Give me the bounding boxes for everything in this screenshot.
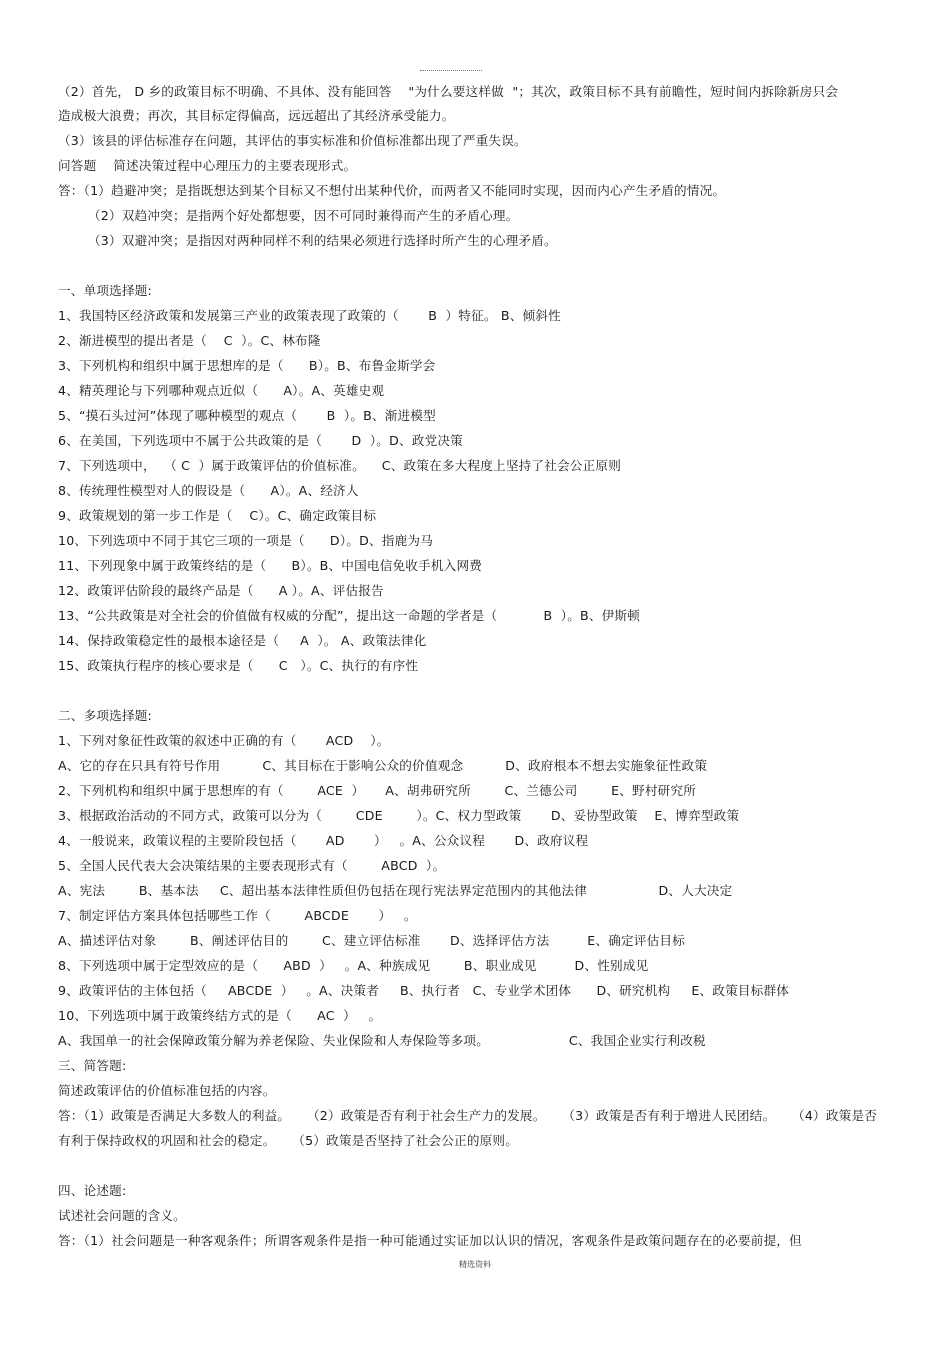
options-line: A、描述评估对象 B、阐述评估目的 C、建立评估标准 D、选择评估方法 E、确定评估目标: [58, 933, 685, 948]
question-item: 10、下列选项中不同于其它三项的一项是（ D）。D、指鹿为马: [58, 533, 433, 548]
header-dotted-rule: [420, 70, 482, 71]
section-heading-single-choice: 一、单项选择题:: [58, 283, 152, 298]
text-line: 造成极大浪费；再次，其目标定得偏高，远远超出了其经济承受能力。: [58, 108, 455, 123]
question-item: 5、全国人民代表大会决策结果的主要表现形式有（ ABCD ）。: [58, 858, 446, 873]
answer-line: 答：（1）政策是否满足大多数人的利益。 （2）政策是否有利于社会生产力的发展。 （3）政策是否有利于增进人民团结。 （4）政策是否: [58, 1108, 878, 1123]
section-heading-short-answer: 三、简答题:: [58, 1058, 127, 1073]
question-item: 12、政策评估阶段的最终产品是（ A ）。A、评估报告: [58, 583, 384, 598]
question-item: 7、下列选项中， （ C ）属于政策评估的价值标准。 C、政策在多大程度上坚持了社会公正原则: [58, 458, 621, 473]
answer-line: 有利于保持政权的巩固和社会的稳定。 （5）政策是否坚持了社会公正的原则。: [58, 1133, 519, 1148]
question-item: 8、传统理性模型对人的假设是（ A）。A、经济人: [58, 483, 359, 498]
question-item: 10、下列选项中属于政策终结方式的是（ AC ） 。: [58, 1008, 382, 1023]
question-item: 3、下列机构和组织中属于思想库的是（ B）。B、布鲁金斯学会: [58, 358, 436, 373]
question-heading: 试述社会问题的含义。: [58, 1208, 186, 1223]
options-line: A、宪法 B、基本法 C、超出基本法律性质但仍包括在现行宪法界定范围内的其他法律 D、人大决定: [58, 883, 733, 898]
question-item: 14、保持政策稳定性的最根本途径是（ A ）。 A、政策法律化: [58, 633, 427, 648]
section-heading-essay: 四、论述题:: [58, 1183, 127, 1198]
question-item: 15、政策执行程序的核心要求是（ C ）。C、执行的有序性: [58, 658, 419, 673]
text-line: （3）该县的评估标准存在问题，其评估的事实标准和价值标准都出现了严重失误。: [58, 133, 527, 148]
question-item: 7、制定评估方案具体包括哪些工作（ ABCDE ） 。: [58, 908, 417, 923]
answer-line: 答：（1）社会问题是一种客观条件；所谓客观条件是指一种可能通过实证加以认识的情况，客观条件是政策问题存在的必要前提，但: [58, 1233, 802, 1248]
question-item: 2、渐进模型的提出者是（ C ）。C、林布隆: [58, 333, 321, 348]
answer-line: 答：（1）趋避冲突；是指既想达到某个目标又不想付出某种代价，而两者又不能同时实现，因而内心产生矛盾的情况。: [58, 183, 726, 198]
question-heading: 问答题 简述决策过程中心理压力的主要表现形式。: [58, 158, 357, 173]
question-item: 3、根据政治活动的不同方式，政策可以分为（ CDE ）。C、权力型政策 D、妥协型政策 E、博弈型政策: [58, 808, 740, 823]
question-item: 9、政策评估的主体包括（ ABCDE ） 。A、决策者 B、执行者 C、专业学术团体 D、研究机构 E、政策目标群体: [58, 983, 790, 998]
options-line: A、我国单一的社会保障政策分解为养老保险、失业保险和人寿保险等多项。 C、我国企业实行利改税: [58, 1033, 706, 1048]
question-item: 5、“摸石头过河”体现了哪种模型的观点（ B ）。B、渐进模型: [58, 408, 436, 423]
page-footer: 精选资料: [459, 1260, 491, 1269]
question-item: 1、下列对象征性政策的叙述中正确的有（ ACD ）。: [58, 733, 390, 748]
question-item: 1、我国特区经济政策和发展第三产业的政策表现了政策的（ B ）特征。 B、倾斜性: [58, 308, 561, 323]
question-heading: 简述政策评估的价值标准包括的内容。: [58, 1083, 276, 1098]
options-line: A、它的存在只具有符号作用 C、其目标在于影响公众的价值观念 D、政府根本不想去实施象征性政策: [58, 758, 708, 773]
answer-line: （3）双避冲突；是指因对两种同样不利的结果必须进行选择时所产生的心理矛盾。: [88, 233, 557, 248]
question-item: 13、“公共政策是对全社会的价值做有权威的分配”，提出这一命题的学者是（ B ）。B、伊斯顿: [58, 608, 641, 623]
question-item: 4、精英理论与下列哪种观点近似（ A）。A、英雄史观: [58, 383, 385, 398]
question-item: 4、一般说来，政策议程的主要阶段包括（ AD ） 。A、公众议程 D、政府议程: [58, 833, 589, 848]
question-item: 2、下列机构和组织中属于思想库的有（ ACE ） A、胡弗研究所 C、兰德公司 E、野村研究所: [58, 783, 697, 798]
answer-line: （2）双趋冲突；是指两个好处都想要，因不可同时兼得而产生的矛盾心理。: [88, 208, 519, 223]
question-item: 9、政策规划的第一步工作是（ C）。C、确定政策目标: [58, 508, 377, 523]
text-line: （2）首先， D 乡的政策目标不明确、不具体、没有能回答 "为什么要这样做 "；其次，政策目标不具有前瞻性，短时间内拆除新房只会: [58, 84, 839, 99]
question-item: 8、下列选项中属于定型效应的是（ ABD ） 。A、种族成见 B、职业成见 D、性别成见: [58, 958, 649, 973]
question-item: 6、在美国，下列选项中不属于公共政策的是（ D ）。D、政党决策: [58, 433, 463, 448]
question-item: 11、下列现象中属于政策终结的是（ B）。B、中国电信免收手机入网费: [58, 558, 483, 573]
section-heading-multiple-choice: 二、多项选择题:: [58, 708, 152, 723]
